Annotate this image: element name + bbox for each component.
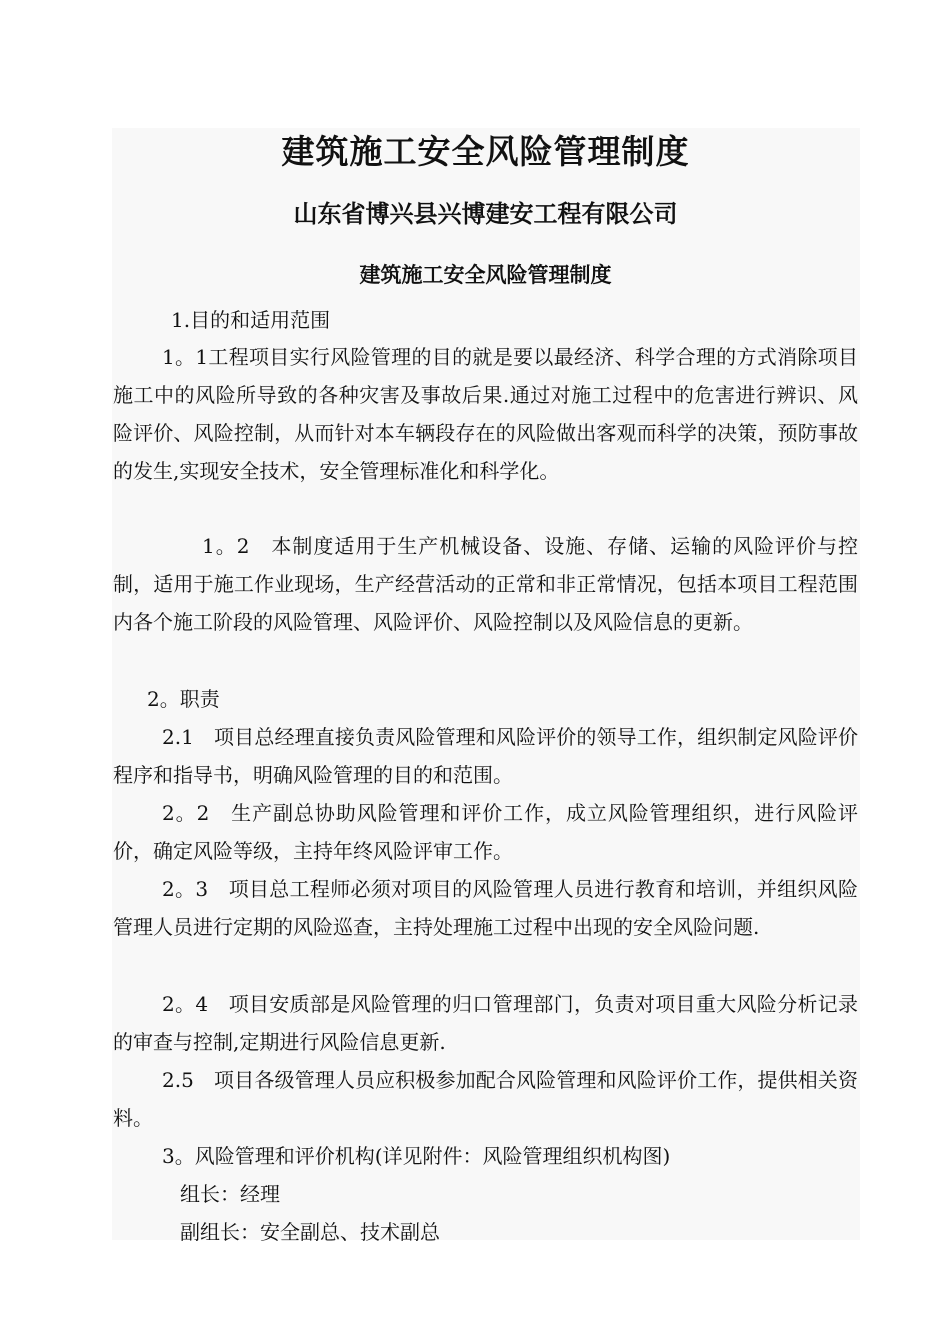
paragraph-2-5: 2.5 项目各级管理人员应积极参加配合风险管理和风险评价工作，提供相关资料。 [113,1068,858,1130]
group-deputy: 副组长：安全副总、技术副总 [180,1220,440,1244]
paragraph-2-3: 2。3 项目总工程师必须对项目的风险管理人员进行教育和培训，并组织风险管理人员进行定期的风险巡查，主持处理施工过程中出现的安全风险问题. [113,877,858,939]
paragraph-1-2: 1。2 本制度适用于生产机械设备、设施、存储、运输的风险评价与控制，适用于施工作业现场，生产经营活动的正常和非正常情况，包括本项目工程范围内各个施工阶段的风险管理、风险评价、风险控制以及风险信息的更新。 [113,534,858,634]
paragraph-1-1: 1。1工程项目实行风险管理的目的就是要以最经济、科学合理的方式消除项目施工中的风险所导致的各种灾害及事故后果.通过对施工过程中的危害进行辨识、风险评价、风险控制，从而针对本车辆段存在的风险做出客观而科学的决策，预防事故的发生,实现安全技术，安全管理标准化和科学化。 [113,345,858,483]
group-leader: 组长：经理 [180,1182,280,1206]
document-subtitle: 建筑施工安全风险管理制度 [359,263,612,287]
document-title: 建筑施工安全风险管理制度 [281,132,690,171]
section-heading-2: 2。职责 [147,687,220,711]
paragraph-2-4: 2。4 项目安质部是风险管理的归口管理部门，负责对项目重大风险分析记录的审查与控制,定期进行风险信息更新. [113,992,858,1054]
section-heading-1: 1.目的和适用范围 [171,308,331,332]
company-name: 山东省博兴县兴博建安工程有限公司 [293,200,678,228]
paragraph-2-2: 2。2 生产副总协助风险管理和评价工作，成立风险管理组织，进行风险评价，确定风险等级，主持年终风险评审工作。 [113,801,858,863]
section-heading-3: 3。风险管理和评价机构(详见附件：风险管理组织机构图) [162,1144,671,1168]
paragraph-2-1: 2.1 项目总经理直接负责风险管理和风险评价的领导工作，组织制定风险评价程序和指导书，明确风险管理的目的和范围。 [113,725,858,787]
